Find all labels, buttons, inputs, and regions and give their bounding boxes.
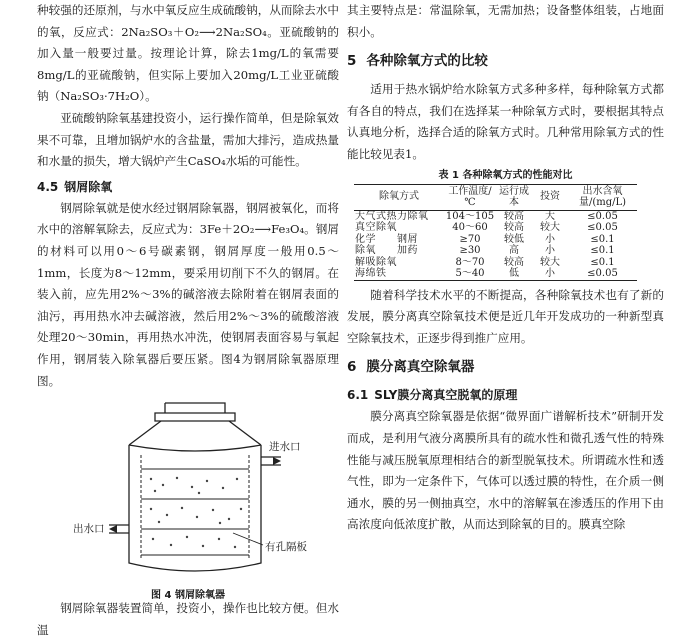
table-cell: 解吸除氧 [355, 256, 397, 268]
paragraph-steel-chip-summary: 钢屑除氧器装置简单，投资小，操作也比较方便。但水温 [37, 601, 339, 637]
table-cell: 低 [509, 268, 519, 280]
outlet-label: 出水口 [73, 523, 105, 536]
table-cell: ≤0.1 [590, 256, 615, 268]
section-heading-6-1 [347, 385, 664, 405]
paragraph-membrane-principle: 膜分离真空除氧器是依据“微界面广谱解析技术”研制开发而成，是利用气液分离膜所具有的疏水性和微孔透气性的特殊性能与减压脱氧原理相结合的新型脱氧技术。所谓疏水性和透气性，即为一定条件下，气体可以透过膜的特性，在介质一侧通水，膜的另一侧抽真空，水中的溶解氧在渗透压的作用下由高浓度向低浓度扩散，从而达到除氧的目的。膜真空除 [347, 409, 664, 532]
table-cell: 较大 [540, 256, 560, 268]
steel-chip-fill [150, 477, 242, 548]
section-number: 5 [347, 53, 357, 70]
table-header-cell: 投资 [540, 191, 560, 203]
table-cell: 较高 [504, 222, 524, 234]
table-cell: 大气式热力除氧 [355, 210, 429, 222]
table-row [354, 245, 637, 257]
comparison-table [354, 184, 637, 281]
table-row [354, 234, 637, 246]
flow-arrows [109, 457, 281, 533]
table-row [354, 222, 637, 234]
section-number: 6.1 [347, 388, 369, 403]
table-cell: ≤0.05 [587, 268, 618, 280]
table-cell: 较高 [504, 210, 524, 222]
table-cell: 大 [545, 210, 555, 222]
paragraph-technology-development: 随着科学技术水平的不断提高，各种除氧技术也有了新的发展，膜分离真空除氧技术便是近几年开发成功的一种新型真空除氧技术，正逐步得到推广应用。 [347, 287, 664, 345]
figure-caption: 图 4 钢屑除氧器 [151, 590, 225, 602]
section-heading-5 [347, 48, 664, 74]
table-header-cell: 出水含氧量/(mg/L) [578, 185, 627, 209]
section-title: SLY膜分离真空脱氧的原理 [374, 388, 518, 403]
table-cell: ≥30 [459, 245, 481, 257]
paragraph-steel-chip-deaeration: 钢屑除氧就是使水经过钢屑除氧器，钢屑被氧化，而将水中的溶解氧除去，反应式为：3Fe＋2O₂⟶Fe₃O₄。钢屑的材料可以用0～6号碳素钢，钢屑厚度一般用0.5～1mm，长度为8～12mm，要采用切削下不久的钢屑。在装入前，应先用2%～3%的碱溶液去除附着在钢屑表面的油污，再用热水冲去碱溶液，然后用2%～3%的硫酸溶液处理20～30min，再用热水冲洗，使钢屑表面容易与氧起作用，钢屑装入除氧器后要压紧。图4为钢屑除氧器原理图。 [37, 200, 339, 388]
paragraph-membrane-features: 其主要特点是：常温除氧，无需加热；设备整体组装，占地面积小。 [347, 3, 664, 39]
table-cell: ≤0.1 [590, 233, 615, 245]
table-cell: 8～70 [455, 256, 485, 268]
table-cell: 104～105 [445, 210, 495, 222]
paragraph-sulfite-evaluation: 亚硫酸钠除氧基建投资小，运行操作简单，但是除氧效果不可靠，且增加锅炉水的含盐量，需加大排污，造成热量和水量的损失，增大锅炉产生CaSO₄水垢的可能性。 [37, 110, 339, 169]
table-cell: 较高 [504, 256, 524, 268]
table-header-cell: 运行成本 [499, 185, 529, 209]
section-heading-6 [347, 354, 664, 380]
deaerator-diagram [37, 395, 339, 583]
table-cell: 海绵铁 [355, 268, 387, 280]
table-cell: ≤0.05 [587, 222, 618, 234]
table-cell: 小 [545, 268, 555, 280]
table-cell: 高 [509, 245, 519, 257]
right-column [347, 0, 664, 536]
table-cell: 40～60 [452, 222, 488, 234]
perforated-plates [141, 455, 249, 559]
table-caption: 表 1 各种除氧方式的性能对比 [438, 169, 573, 181]
section-title: 各种除氧方式的比较 [366, 53, 488, 70]
table-cell: 化学 钢屑 [355, 233, 418, 245]
table-cell: 5～40 [455, 268, 485, 280]
section-number: 6 [347, 359, 357, 376]
table-row [354, 257, 637, 269]
table-cell: 小 [545, 245, 555, 257]
table-cell: ≥70 [459, 233, 481, 245]
comparison-table-block [347, 168, 664, 281]
paragraph-sulfite-reaction: 种较强的还原剂，与水中氧反应生成硫酸钠，从而除去水中的氧，反应式：2Na₂SO₃＋O₂⟶2Na₂SO₄。亚硫酸钠的加入量一般要过量。按理论计算，除去1mg/L的氧需要8mg/L的亚硫酸钠，但实际上要加入20mg/L工业亚硫酸钠（Na₂SO₃·7H₂O）。 [37, 3, 339, 104]
table-row [354, 268, 637, 280]
table-row [354, 210, 637, 222]
section-number: 4.5 [37, 179, 59, 194]
section-heading-4-5 [37, 177, 339, 197]
figure-steel-chip-deaerator [37, 395, 339, 602]
table-header-row [354, 184, 637, 210]
inlet-label: 进水口 [269, 441, 301, 454]
table-header-cell: 除氧方式 [379, 191, 419, 203]
paragraph-comparison-intro: 适用于热水锅炉给水除氧方式多种多样，每种除氧方式都有各自的特点，我们在选择某一种除氧方式时，要根据其特点认真地分析，选择合适的除氧方式时。几种常用除氧方式的性能比较见表1。 [347, 82, 664, 161]
table-cell: 真空除氧 [355, 222, 397, 234]
plate-label: 有孔隔板 [265, 541, 307, 554]
table-cell: 除氧 加药 [355, 245, 418, 257]
left-column [37, 0, 339, 641]
table-cell: 小 [545, 233, 555, 245]
table-cell: 较大 [540, 222, 560, 234]
table-cell: ≤0.1 [590, 245, 615, 257]
table-header-cell: 工作温度/℃ [448, 185, 492, 209]
plate-leader-line [233, 533, 263, 545]
table-cell: ≤0.05 [587, 210, 618, 222]
table-cell: 较低 [504, 233, 524, 245]
section-title: 膜分离真空除氧器 [366, 359, 475, 376]
section-title: 钢屑除氧 [64, 179, 113, 194]
